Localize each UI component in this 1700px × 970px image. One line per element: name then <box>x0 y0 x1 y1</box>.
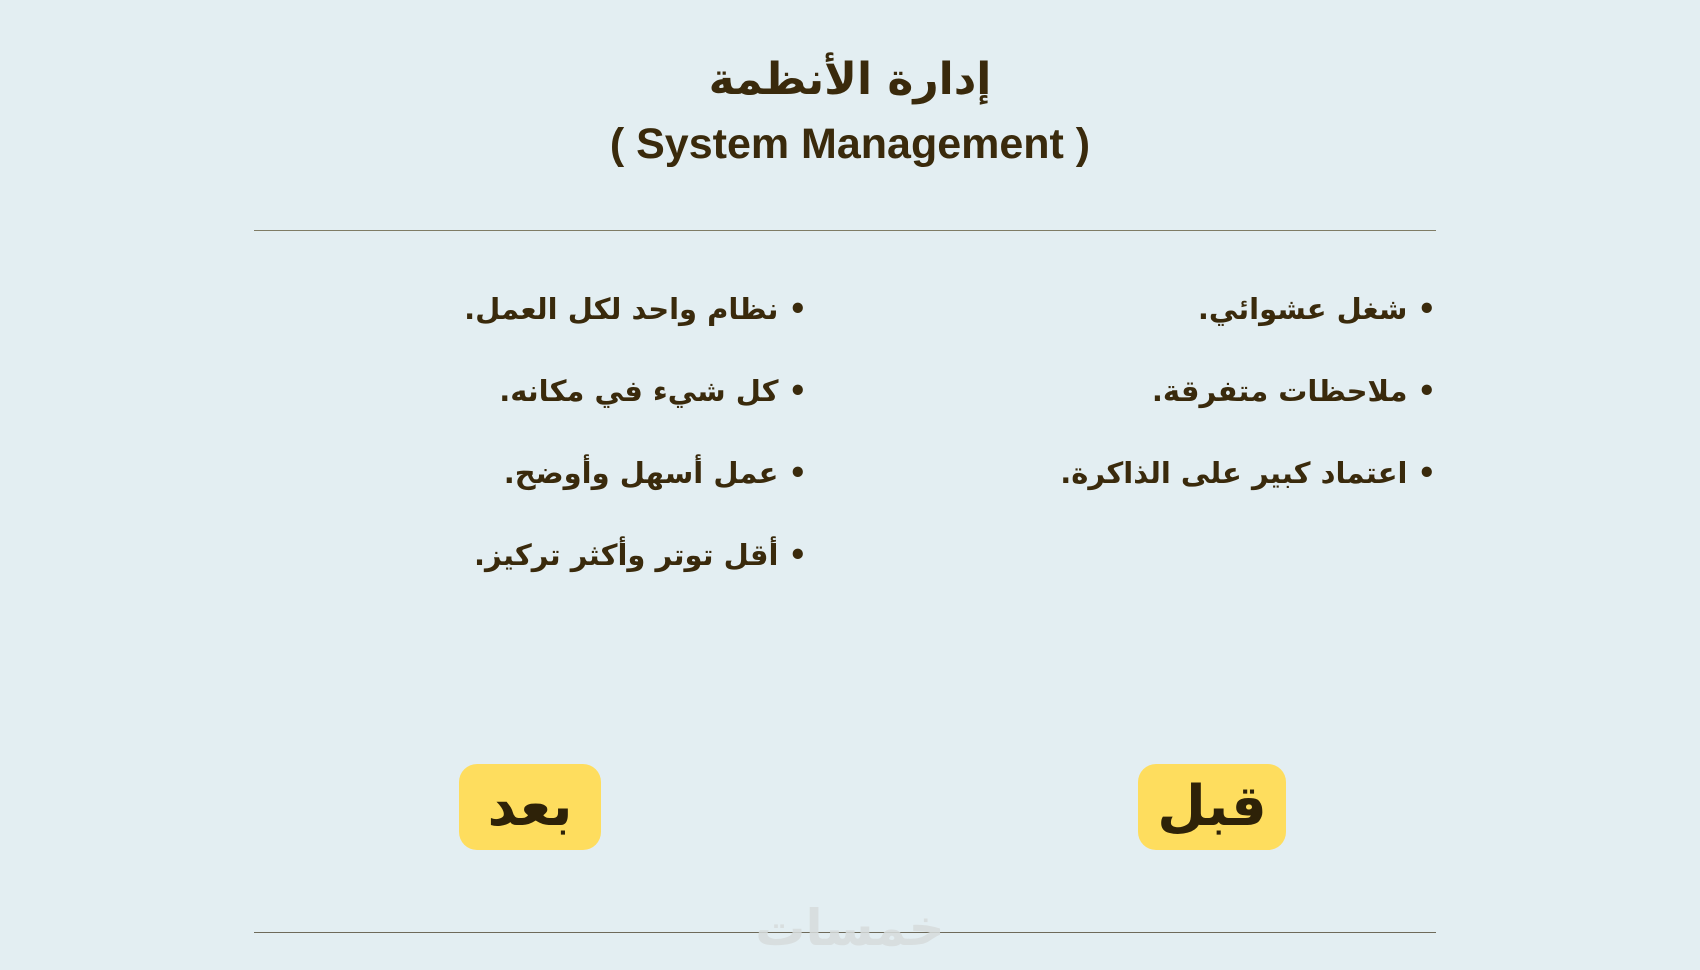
before-label-badge: قبل <box>1138 764 1286 850</box>
list-item <box>464 364 807 418</box>
bullet: • <box>1417 374 1436 408</box>
list-item-text: عمل أسهل وأوضح. <box>503 456 779 490</box>
page-title-arabic: إدارة الأنظمة <box>708 54 992 105</box>
list-item-text: أقل توتر وأكثر تركيز. <box>473 538 779 572</box>
bullet: • <box>1417 292 1436 326</box>
list-item-text: ملاحظات متفرقة. <box>1151 374 1408 408</box>
bullet: • <box>788 538 807 572</box>
list-item-text: شغل عشوائي. <box>1197 292 1408 326</box>
before-list <box>1060 282 1436 528</box>
bullet: • <box>1417 456 1436 490</box>
list-item <box>464 282 807 336</box>
list-item <box>1060 446 1436 500</box>
bullet: • <box>788 456 807 490</box>
list-item-text: اعتماد كبير على الذاكرة. <box>1060 456 1408 490</box>
list-item <box>1060 364 1436 418</box>
list-item <box>464 446 807 500</box>
after-label-badge: بعد <box>459 764 601 850</box>
list-item <box>1060 282 1436 336</box>
list-item <box>464 528 807 582</box>
list-item-text: كل شيء في مكانه. <box>499 374 779 408</box>
list-item-text: نظام واحد لكل العمل. <box>464 292 779 326</box>
bullet: • <box>788 374 807 408</box>
watermark-logo: خمسات <box>755 899 945 957</box>
bullet: • <box>788 292 807 326</box>
after-list <box>464 282 807 610</box>
top-divider <box>254 230 1436 231</box>
page-title-english: ( System Management ) <box>609 120 1091 168</box>
